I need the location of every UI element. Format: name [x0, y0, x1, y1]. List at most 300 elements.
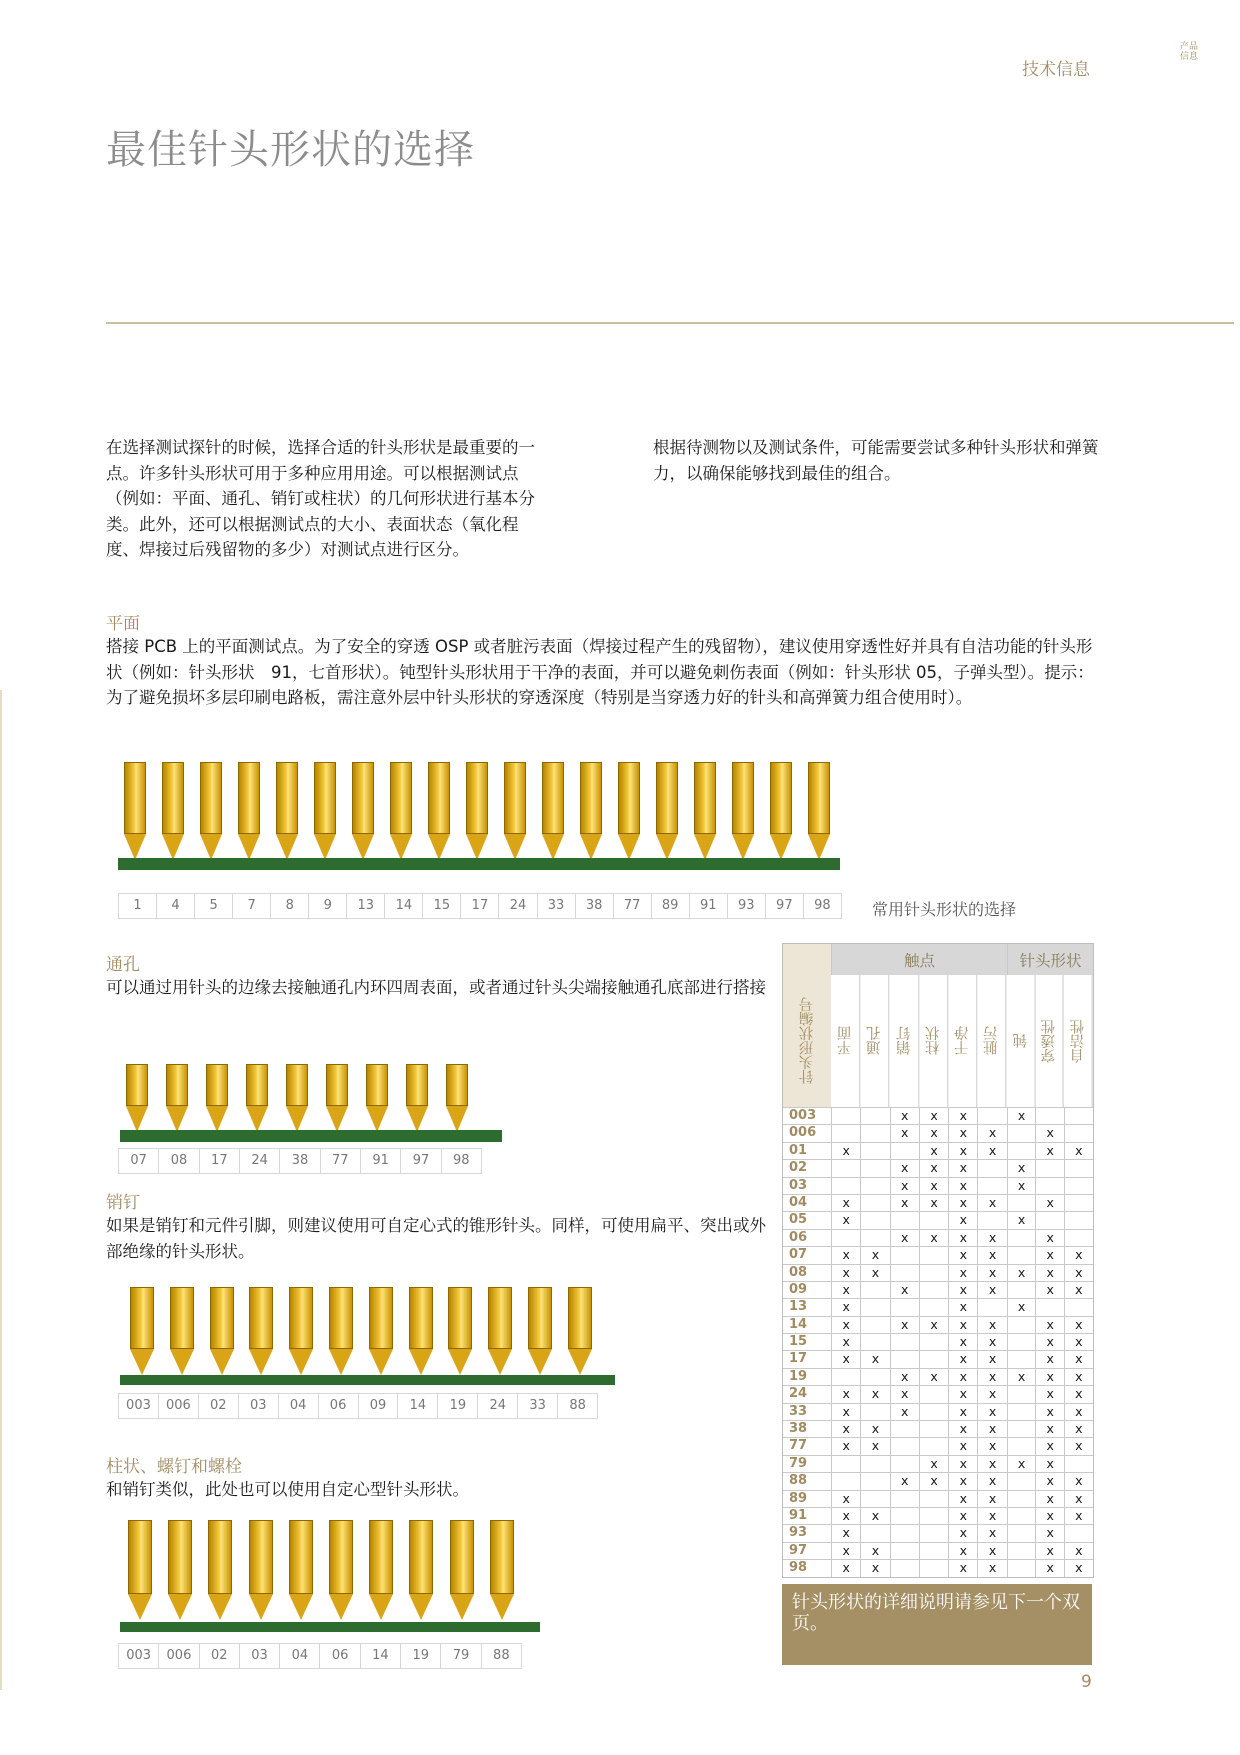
tip-code: 91: [690, 894, 728, 918]
tip-code: 98: [453, 1153, 470, 1168]
page-number: 9: [1081, 1672, 1092, 1692]
table-cell: x: [860, 1421, 889, 1437]
tip-code: 02: [199, 1394, 239, 1418]
table-cell: [831, 1369, 860, 1385]
table-cell: x: [948, 1125, 977, 1141]
tip-code: 06: [319, 1394, 359, 1418]
table-cell: x: [948, 1543, 977, 1559]
table-cell: x: [919, 1456, 948, 1472]
table-cell: x: [948, 1108, 977, 1124]
table-cell: x: [1035, 1125, 1064, 1141]
table-cell: [831, 1473, 860, 1489]
table-cell: [1007, 1473, 1036, 1489]
table-row: [783, 1490, 1093, 1507]
table-cell: x: [948, 1317, 977, 1333]
flat-code-strip: [118, 893, 842, 919]
table-cell: x: [1035, 1369, 1064, 1385]
table-body: [783, 1107, 1093, 1577]
table-cell: [890, 1334, 919, 1350]
probe-tip-icon: [238, 762, 260, 860]
table-row: [783, 1403, 1093, 1420]
table-cell: x: [977, 1560, 1006, 1576]
probe-tip-icon: [450, 1520, 474, 1620]
table-cell: x: [919, 1143, 948, 1159]
table-cell: x: [890, 1369, 919, 1385]
column-header: 脏污: [977, 975, 1006, 1107]
tip-code: 38: [576, 894, 614, 918]
table-cell: [1007, 1351, 1036, 1367]
row-code: 09: [789, 1281, 808, 1297]
table-cell: [860, 1456, 889, 1472]
probe-tip-icon: [770, 762, 792, 860]
probe-tip-icon: [162, 762, 184, 860]
tip-code: 98: [814, 898, 831, 913]
table-cell: x: [1064, 1334, 1093, 1350]
tip-code: 14: [385, 894, 423, 918]
table-cell: [1007, 1525, 1036, 1541]
table-cell: x: [977, 1421, 1006, 1437]
table-cell: x: [1064, 1317, 1093, 1333]
tip-code: 19: [438, 1394, 478, 1418]
table-cell: x: [977, 1143, 1006, 1159]
probe-tip-icon: [128, 1520, 152, 1620]
table-row: [783, 1350, 1093, 1367]
table-row: [783, 1524, 1093, 1541]
table-row: [783, 1298, 1093, 1315]
table-cell: [1064, 1160, 1093, 1176]
probe-tip-icon: [286, 1064, 308, 1132]
table-cell: x: [1035, 1543, 1064, 1559]
tip-code: 88: [493, 1648, 510, 1663]
table-cell: x: [890, 1404, 919, 1420]
table-cell: [919, 1351, 948, 1367]
table-cell: [1007, 1230, 1036, 1246]
table-row: [783, 1159, 1093, 1176]
table-cell: x: [1035, 1386, 1064, 1402]
table-cell: [890, 1299, 919, 1315]
table-cell: x: [1035, 1282, 1064, 1298]
table-row: [783, 1194, 1093, 1211]
table-cell: [1007, 1438, 1036, 1454]
tip-code: 07: [119, 1149, 159, 1173]
tip-code: 79: [441, 1644, 481, 1668]
table-cell: x: [831, 1508, 860, 1524]
table-cell: [1035, 1212, 1064, 1228]
row-code: 98: [789, 1560, 808, 1576]
table-cell: x: [860, 1265, 889, 1281]
table-cell: [890, 1560, 919, 1576]
table-row: [783, 1368, 1093, 1385]
row-code: 91: [789, 1507, 808, 1523]
probe-tip-icon: [366, 1064, 388, 1132]
table-cell: [1064, 1525, 1093, 1541]
row-code: 15: [789, 1334, 808, 1350]
table-cell: x: [948, 1525, 977, 1541]
table-cell: [831, 1125, 860, 1141]
table-cell: [1007, 1247, 1036, 1263]
table-row: [783, 1437, 1093, 1454]
column-header: 通孔: [860, 975, 889, 1107]
table-row: [783, 1507, 1093, 1524]
table-cell: x: [977, 1369, 1006, 1385]
table-cell: x: [1007, 1160, 1036, 1176]
tip-code: 33: [518, 1394, 558, 1418]
table-cell: x: [977, 1334, 1006, 1350]
table-cell: x: [977, 1265, 1006, 1281]
flat-text: 搭接 PCB 上的平面测试点。为了安全的穿透 OSP 或者脏污表面（焊接过程产生的残留物），建议使用穿透性好并具有自洁功能的针头形状（例如：针头形状 91，七首形状）。钝型针头形状用于干净的表面，并可以避免刺伤表面（例如：针头形状 05，子弹头型）。提示：为了避免损坏多层印刷电路板，需注意外层中针头形状的穿透深度（特别是当穿透力好的针头和高弹簧力组合使用时）。: [106, 637, 1094, 707]
table-cell: x: [1035, 1351, 1064, 1367]
table-cell: [890, 1265, 919, 1281]
table-cell: x: [831, 1317, 860, 1333]
table-cell: x: [860, 1543, 889, 1559]
pin-probe-illustration: [120, 1285, 615, 1385]
table-cell: [1064, 1108, 1093, 1124]
page-title: 最佳针头形状的选择: [106, 127, 475, 173]
table-cell: x: [1064, 1282, 1093, 1298]
tip-code: 03: [239, 1394, 279, 1418]
tip-code: 04: [279, 1394, 319, 1418]
header-section-label: 技术信息: [1022, 60, 1090, 80]
tip-code: 04: [280, 1644, 320, 1668]
table-cell: [919, 1282, 948, 1298]
table-cell: x: [1064, 1508, 1093, 1524]
tip-code: 38: [280, 1149, 320, 1173]
table-cell: [919, 1508, 948, 1524]
table-cell: x: [1064, 1386, 1093, 1402]
table-cell: x: [948, 1230, 977, 1246]
tip-code: 9: [309, 894, 347, 918]
table-cell: [1007, 1334, 1036, 1350]
table-cell: x: [919, 1369, 948, 1385]
row-code: 14: [789, 1316, 808, 1332]
table-cell: [860, 1125, 889, 1141]
table-cell: [919, 1386, 948, 1402]
table-cell: x: [977, 1438, 1006, 1454]
row-code: 02: [789, 1160, 808, 1176]
table-cell: x: [977, 1351, 1006, 1367]
table-cell: [1007, 1508, 1036, 1524]
post-text: 和销钉类似，此处也可以使用自定心型针头形状。: [106, 1480, 469, 1499]
row-code: 17: [789, 1351, 808, 1367]
row-code: 38: [789, 1421, 808, 1437]
table-cell: x: [977, 1543, 1006, 1559]
probe-tip-icon: [289, 1520, 313, 1620]
table-column-header: [783, 975, 1093, 1107]
probe-tip-icon: [329, 1520, 353, 1620]
table-cell: x: [831, 1543, 860, 1559]
probe-tip-icon: [329, 1287, 353, 1375]
post-probe-illustration: [120, 1520, 540, 1635]
table-cell: x: [948, 1212, 977, 1228]
tip-code: 003: [119, 1394, 159, 1418]
table-cell: [919, 1212, 948, 1228]
table-cell: x: [1064, 1473, 1093, 1489]
table-cell: x: [948, 1351, 977, 1367]
column-header: 平面: [831, 975, 860, 1107]
table-cell: [919, 1265, 948, 1281]
table-cell: x: [890, 1125, 919, 1141]
table-cell: x: [1064, 1247, 1093, 1263]
tip-code: 24: [478, 1394, 518, 1418]
table-cell: [890, 1438, 919, 1454]
tip-code: 97: [766, 894, 804, 918]
row-code: 006: [789, 1125, 817, 1141]
table-cell: x: [860, 1386, 889, 1402]
table-cell: x: [948, 1247, 977, 1263]
table-cell: x: [831, 1247, 860, 1263]
tip-code: 77: [614, 894, 652, 918]
tip-code: 24: [499, 894, 537, 918]
table-cell: x: [919, 1178, 948, 1194]
table-cell: x: [890, 1230, 919, 1246]
table-cell: [919, 1404, 948, 1420]
table-cell: [890, 1351, 919, 1367]
probe-tip-icon: [130, 1287, 154, 1375]
table-cell: x: [1064, 1560, 1093, 1576]
row-code: 08: [789, 1264, 808, 1280]
table-cell: [890, 1456, 919, 1472]
table-cell: x: [919, 1108, 948, 1124]
table-cell: x: [831, 1404, 860, 1420]
probe-tip-icon: [580, 762, 602, 860]
table-cell: [890, 1543, 919, 1559]
row-code: 01: [789, 1142, 808, 1158]
table-cell: x: [1035, 1525, 1064, 1541]
tip-code: 4: [157, 894, 195, 918]
tip-code: 15: [423, 894, 461, 918]
table-cell: [1007, 1143, 1036, 1159]
table-cell: x: [919, 1125, 948, 1141]
table-cell: x: [948, 1456, 977, 1472]
row-code: 003: [789, 1108, 817, 1123]
table-cell: x: [831, 1212, 860, 1228]
probe-tip-icon: [124, 762, 146, 860]
corner-label: 产品信息: [1180, 42, 1199, 62]
table-cell: x: [831, 1560, 860, 1576]
table-cell: [860, 1230, 889, 1246]
table-cell: x: [890, 1473, 919, 1489]
table-cell: x: [977, 1525, 1006, 1541]
table-row: [783, 1420, 1093, 1437]
table-cell: x: [1064, 1369, 1093, 1385]
table-cell: [977, 1212, 1006, 1228]
table-cell: x: [977, 1456, 1006, 1472]
table-cell: [860, 1143, 889, 1159]
column-header: 自洁性: [1064, 975, 1093, 1107]
table-cell: x: [948, 1195, 977, 1211]
probe-tip-icon: [369, 1520, 393, 1620]
table-cell: [1007, 1560, 1036, 1576]
table-cell: x: [831, 1299, 860, 1315]
probe-tip-icon: [326, 1064, 348, 1132]
table-cell: [1007, 1317, 1036, 1333]
table-cell: x: [1064, 1404, 1093, 1420]
table-row: [783, 1177, 1093, 1194]
tip-code: 08: [159, 1149, 199, 1173]
table-cell: x: [890, 1160, 919, 1176]
tip-code: 7: [233, 894, 271, 918]
table-cell: x: [948, 1386, 977, 1402]
table-cell: x: [948, 1282, 977, 1298]
tip-code: 97: [401, 1149, 441, 1173]
table-cell: x: [948, 1421, 977, 1437]
table-cell: x: [948, 1143, 977, 1159]
table-cell: x: [1064, 1491, 1093, 1507]
table-cell: [919, 1560, 948, 1576]
table-cell: [860, 1299, 889, 1315]
tip-code: 06: [320, 1644, 360, 1668]
row-code: 88: [789, 1473, 808, 1489]
table-cell: [919, 1247, 948, 1263]
pin-text: 如果是销钉和元件引脚，则建议使用可自定心式的锥形针头。同样，可使用扁平、突出或外部绝缘的针头形状。: [106, 1216, 766, 1261]
probe-tip-icon: [406, 1064, 428, 1132]
tip-code: 5: [195, 894, 233, 918]
table-row: [783, 1124, 1093, 1141]
probe-tip-icon: [466, 762, 488, 860]
tip-code: 006: [159, 1644, 199, 1668]
table-cell: x: [1035, 1230, 1064, 1246]
table-cell: x: [977, 1386, 1006, 1402]
table-cell: x: [1064, 1143, 1093, 1159]
table-row: [783, 1542, 1093, 1559]
margin-rule: [0, 690, 2, 1690]
tip-code: 91: [361, 1149, 401, 1173]
table-cell: x: [1035, 1508, 1064, 1524]
table-cell: x: [1035, 1404, 1064, 1420]
table-cell: [890, 1247, 919, 1263]
probe-tip-icon: [249, 1520, 273, 1620]
table-cell: x: [1007, 1369, 1036, 1385]
probe-tip-icon: [170, 1287, 194, 1375]
col-code-header: 针头形状编号: [783, 975, 831, 1107]
group-contact: 触点: [831, 944, 1007, 975]
column-header: 柱状: [919, 975, 948, 1107]
tip-code: 17: [461, 894, 499, 918]
table-cell: x: [977, 1491, 1006, 1507]
probe-tip-icon: [208, 1520, 232, 1620]
table-cell: [860, 1108, 889, 1124]
probe-tip-icon: [618, 762, 640, 860]
tip-code: 88: [569, 1398, 586, 1413]
intro-right: 根据待测物以及测试条件，可能需要尝试多种针头形状和弹簧力，以确保能够找到最佳的组合。: [653, 438, 1099, 483]
table-row: [783, 1455, 1093, 1472]
table-cell: x: [860, 1351, 889, 1367]
table-cell: [890, 1491, 919, 1507]
probe-tip-icon: [528, 1287, 552, 1375]
tip-code: 33: [538, 894, 576, 918]
table-cell: x: [977, 1317, 1006, 1333]
table-cell: [860, 1404, 889, 1420]
table-cell: [919, 1525, 948, 1541]
post-code-strip: [118, 1643, 522, 1669]
table-cell: x: [831, 1143, 860, 1159]
row-code: 05: [789, 1212, 808, 1228]
flat-probe-illustration: [118, 760, 840, 870]
table-cell: [860, 1160, 889, 1176]
table-cell: x: [948, 1473, 977, 1489]
table-cell: [1064, 1125, 1093, 1141]
table-cell: x: [948, 1369, 977, 1385]
table-cell: [1007, 1125, 1036, 1141]
table-cell: x: [890, 1282, 919, 1298]
table-row: [783, 1385, 1093, 1402]
probe-tip-icon: [390, 762, 412, 860]
table-cell: x: [919, 1195, 948, 1211]
probe-tip-icon: [168, 1520, 192, 1620]
through-hole-text: 可以通过用针头的边缘去接触通孔内环四周表面，或者通过针头尖端接触通孔底部进行搭接: [106, 978, 766, 997]
through-hole-probe-illustration: [120, 1062, 502, 1142]
table-cell: [1064, 1456, 1093, 1472]
table-cell: x: [1035, 1456, 1064, 1472]
table-cell: [860, 1473, 889, 1489]
table-row: [783, 1281, 1093, 1298]
probe-tip-icon: [206, 1064, 228, 1132]
table-row: [783, 1246, 1093, 1263]
table-cell: x: [977, 1473, 1006, 1489]
table-cell: [860, 1317, 889, 1333]
table-cell: [890, 1212, 919, 1228]
table-cell: x: [1064, 1421, 1093, 1437]
table-cell: x: [890, 1178, 919, 1194]
tip-code: 14: [398, 1394, 438, 1418]
probe-tip-icon: [409, 1520, 433, 1620]
tip-code: 93: [728, 894, 766, 918]
table-cell: [919, 1543, 948, 1559]
table-cell: x: [1007, 1212, 1036, 1228]
table-cell: x: [977, 1404, 1006, 1420]
table-cell: [1035, 1299, 1064, 1315]
table-cell: x: [1007, 1178, 1036, 1194]
table-cell: [919, 1334, 948, 1350]
table-cell: x: [919, 1473, 948, 1489]
probe-tip-icon: [409, 1287, 433, 1375]
table-cell: [831, 1160, 860, 1176]
table-cell: x: [890, 1108, 919, 1124]
table-cell: x: [860, 1247, 889, 1263]
table-cell: [1007, 1404, 1036, 1420]
probe-tip-icon: [446, 1064, 468, 1132]
row-code: 33: [789, 1403, 808, 1419]
table-cell: x: [919, 1317, 948, 1333]
row-code: 07: [789, 1247, 808, 1263]
table-cell: x: [1007, 1108, 1036, 1124]
table-cell: x: [1035, 1560, 1064, 1576]
table-cell: x: [860, 1560, 889, 1576]
probe-tip-icon: [448, 1287, 472, 1375]
table-cell: x: [890, 1195, 919, 1211]
through-hole-code-strip: [118, 1148, 482, 1174]
probe-tip-icon: [369, 1287, 393, 1375]
table-cell: [1064, 1299, 1093, 1315]
probe-tip-icon: [210, 1287, 234, 1375]
probe-tip-icon: [352, 762, 374, 860]
row-code: 13: [789, 1299, 808, 1315]
flat-caption: 常用针头形状的选择: [872, 900, 1017, 919]
table-cell: x: [831, 1421, 860, 1437]
row-code: 89: [789, 1490, 808, 1506]
table-cell: [1007, 1386, 1036, 1402]
table-cell: x: [831, 1334, 860, 1350]
table-cell: [1007, 1195, 1036, 1211]
table-row: [783, 1264, 1093, 1281]
table-cell: x: [860, 1508, 889, 1524]
table-cell: x: [1035, 1143, 1064, 1159]
table-note: 针头形状的详细说明请参见下一个双页。: [782, 1584, 1092, 1665]
table-cell: [860, 1491, 889, 1507]
table-cell: [1007, 1282, 1036, 1298]
tip-code: 89: [652, 894, 690, 918]
probe-tip-icon: [732, 762, 754, 860]
